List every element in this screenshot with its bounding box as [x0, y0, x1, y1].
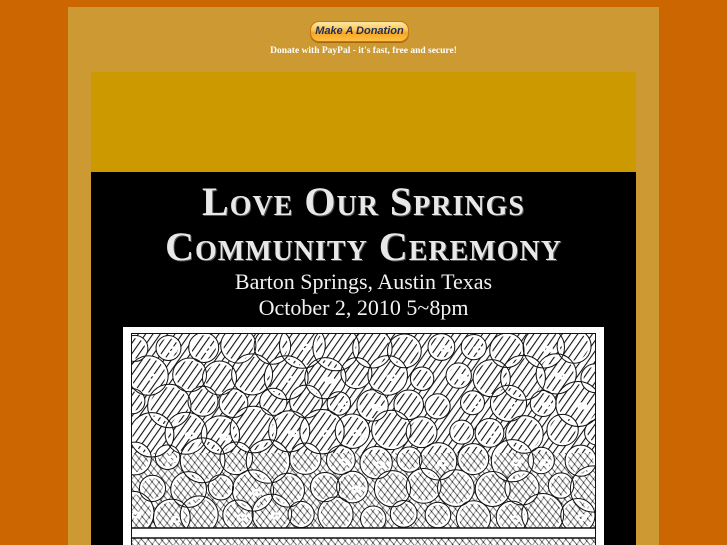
ornamental-pattern-image — [131, 333, 596, 545]
make-a-donation-button[interactable]: Make A Donation — [310, 21, 409, 42]
event-poster — [91, 172, 636, 545]
poster-date-time: October 2, 2010 5~8pm — [258, 295, 469, 320]
donate-caption: Donate with PayPal - it's fast, free and secure! — [270, 46, 457, 56]
page-content — [68, 7, 659, 545]
poster-location: Barton Springs, Austin Texas — [234, 269, 493, 294]
poster-title-line-2: Community Ceremony — [165, 224, 562, 269]
poster-title-line-1: Love Our Springs — [202, 179, 525, 224]
poster-artwork — [123, 327, 604, 545]
header-banner — [91, 72, 636, 172]
